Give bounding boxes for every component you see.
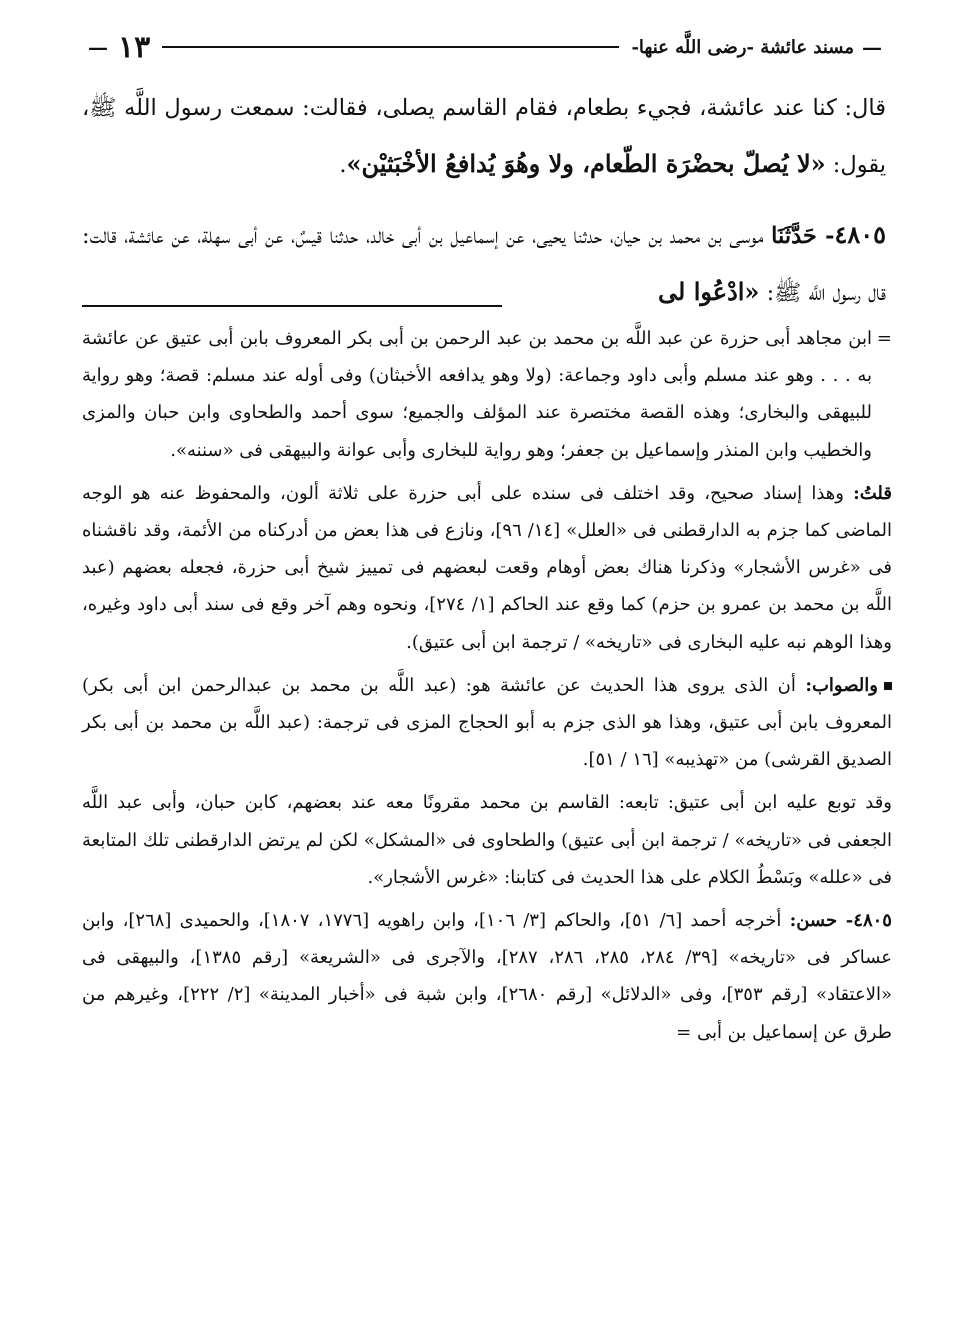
hadith-lead: - حَدَّثَنَا [771, 223, 835, 249]
footnote-5-text: أخرجه أحمد [٦/ ٥١]، والحاكم [٣/ ١٠٦]، وابن راهويه [١٧٧٦، ١٨٠٧]، والحميدى [٢٦٨]، وابن عساكر فى «تاريخه» [٣٩/ ٢٨٤، ٢٨٥، ٢٨٦، ٢٨٧]، والآجرى فى «الشريعة» [رقم ١٣٨٥]، والبيهقى فى «الاعتقاد» [رقم ٣٥٣]، وفى «الدلائل» [رقم ٢٦٨٠]، وابن شبة فى «أخبار المدينة» [٢/ ٢٢٢]، وغيرهم من طرق عن إسماعيل بن أبى = [82, 910, 893, 1043]
footnote-2-text: وهذا إسناد صحيح، وقد اختلف فى سنده على أبى حزرة على ثلاثة ألون، والمحفوظ عنه هو الوجه الماضى كما جزم به الدارقطنى فى «العلل» [١٤/ ٩٦]، ونازع فى هذا بعض من أدركناه من الأئمة، وقد ناقشناه فى «غرس الأشجار» وذكرنا هناك بعض أوهام وقعت لبعضهم فى تمييز شيخ أبى حزرة، فجعله بعضهم (عبد اللَّه بن محمد بن عمرو بن حزم) كما وقع عند الحاكم [١/ ٢٧٤]، ونحوه وهم آخر وقع فى سند أبى داود وغيره، وهذا الوهم نبه عليه البخارى فى «تاريخه» / ترجمة ابن أبى عتيق). [82, 482, 892, 653]
footnote-1-text: ابن مجاهد أبى حزرة عن عبد اللَّه بن محمد بن عبد الرحمن بن أبى بكر المعروف بابن أبى عتيق عن عائشة به . . . وهو عند مسلم وأبى داود وجماعة: (ولا وهو يدافعه الأخبثان) وفى أوله عند مسلم: قصة؛ وهو رواية للبيهقى والبخارى؛ وهذه القصة مختصرة عند المؤلف والجميع؛ سوى أحمد والطحاوى وابن حبان والمزى والخطيب وابن المنذر وإسماعيل بن جعفر؛ وهو رواية للبخارى وأبى عوانة والبيهقى فى «سننه». [82, 328, 872, 461]
header-dash: — [862, 35, 882, 59]
footnote-5 [82, 902, 892, 1051]
footnote-2 [82, 475, 892, 661]
footnote-3-lead: والصواب: [805, 674, 878, 696]
hadith-paragraph [82, 207, 886, 321]
main-paragraph-1 [82, 80, 886, 193]
footnote-separator [82, 305, 502, 307]
header-title: مسند عائشة -رضى اللَّه عنها- [631, 36, 854, 58]
footnote-3-text: أن الذى يروى هذا الحديث عن عائشة هو: (عبد اللَّه بن محمد بن عبدالرحمن ابن أبى بكر) المعروف بابن أبى عتيق، وهذا هو الذى جزم به أبو الحجاج المزى فى ترجمة: (عبد اللَّه بن محمد بن أبى بكر الصديق القرشى) من «تهذيبه» [١٦ / ٥١]. [82, 674, 892, 771]
hadith-text: موسى بن محمد بن حيان، حدثنا يحيى، عن إسماعيل بن أبى خالد، حدثنا قيسٌ، عن أبى سهلة، عن عائشة، قالت: قال رسول اللَّه ﷺ: [82, 223, 886, 306]
p1-quote: «لا يُصلّ بحضْرَة الطّعام، ولا وهُوَ يُدافعُ الأخْبَثيْن» [346, 149, 826, 178]
continuation-mark: = [876, 328, 892, 349]
footnote-1 [82, 320, 892, 469]
main-text [82, 80, 886, 321]
page-number-dash: — [88, 35, 108, 59]
p1-end: . [339, 152, 347, 178]
running-header [88, 30, 882, 64]
footnote-3 [82, 667, 892, 779]
footnote-4-text: وقد توبع عليه ابن أبى عتيق: تابعه: القاسم بن محمد مقرونًا معه عند بعضهم، كابن حبان، وأبى عبد اللَّه الجعفى فى «تاريخه» / ترجمة ابن أبى عتيق) والطحاوى فى «المشكل» لكن لم يرتض الدارقطنى تلك المتابعة فى «علله» وبَسْطُ الكلام على هذا الحديث فى كتابنا: «غرس الأشجار». [82, 792, 892, 888]
footnotes [82, 320, 892, 1057]
square-bullet-icon [884, 682, 892, 690]
hadith-quote: «ادْعُوا لى [658, 277, 760, 306]
p1-text: قال: كنا عند عائشة، فجيء بطعام، فقام القاسم يصلى، فقالت: سمعت رسول اللَّه ﷺ، يقول: [82, 95, 886, 178]
hadith-number: ٤٨٠٥ [834, 220, 886, 249]
footnote-2-lead: قلتُ: [853, 482, 892, 504]
page-number: ١٣ [118, 29, 151, 65]
footnote-4 [82, 784, 892, 896]
footnote-5-lead: ٤٨٠٥- حسن: [789, 910, 892, 932]
header-rule [162, 46, 619, 48]
